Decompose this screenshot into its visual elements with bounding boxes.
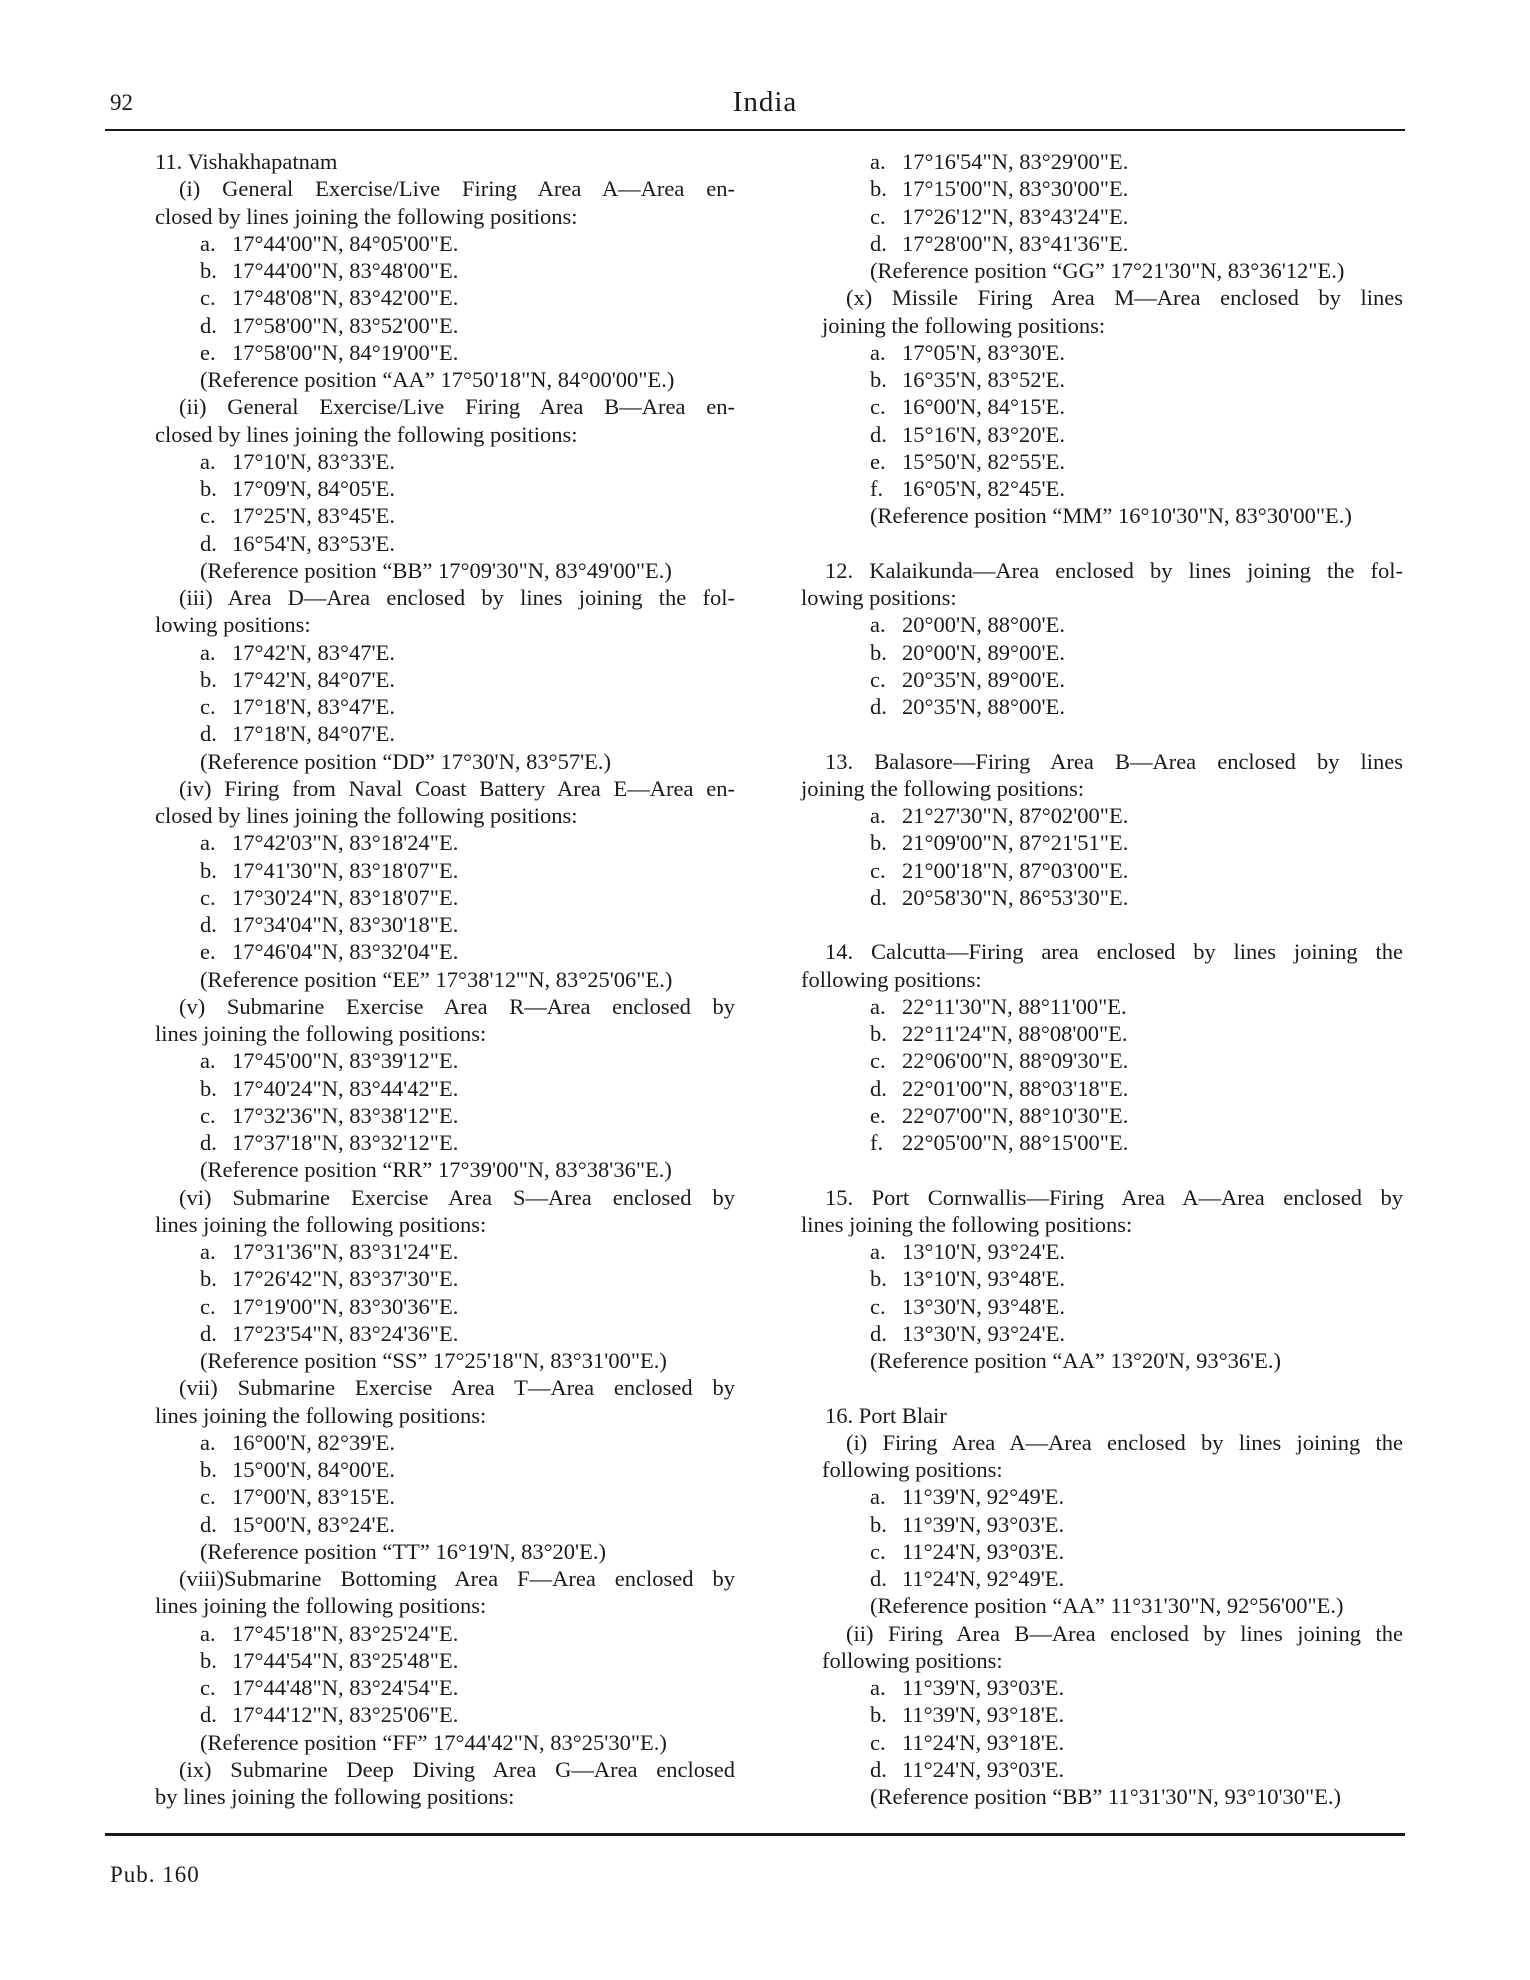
item-label: b. xyxy=(870,639,887,665)
coordinates: 15°00'N, 83°24'E. xyxy=(232,1511,395,1537)
section-heading: 11. Vishakhapatnam xyxy=(155,149,338,174)
item-label: d. xyxy=(870,421,887,447)
position-item xyxy=(155,339,735,366)
item-label: a. xyxy=(200,448,216,474)
coordinates: 21°27'30"N, 87°02'00"E. xyxy=(902,803,1129,828)
coordinates: 22°05'00"N, 88°15'00"E. xyxy=(902,1130,1129,1155)
position-item xyxy=(155,312,735,339)
item-label: a. xyxy=(870,1484,886,1510)
position-item xyxy=(801,693,1403,720)
paragraph-line: lines joining the following positions: xyxy=(155,1211,487,1237)
header-rule xyxy=(105,129,1405,131)
position-item xyxy=(801,1483,1403,1510)
paragraph-line: lines joining the following positions: xyxy=(155,1021,487,1046)
position-item xyxy=(801,175,1403,202)
spacer xyxy=(801,530,1403,557)
item-label: e. xyxy=(870,1102,886,1128)
coordinates: 17°44'00"N, 83°48'00"E. xyxy=(232,258,459,283)
spacer xyxy=(801,1156,1403,1183)
coordinates: 17°40'24"N, 83°44'42"E. xyxy=(232,1075,459,1101)
position-item xyxy=(801,393,1403,420)
item-label: a. xyxy=(200,639,216,665)
item-label: d. xyxy=(200,912,217,937)
paragraph-line: lowing positions: xyxy=(155,612,311,638)
paragraph-line: lines joining the following positions: xyxy=(155,1402,487,1428)
coordinates: 17°09'N, 84°05'E. xyxy=(232,476,395,501)
item-label: a. xyxy=(200,1048,216,1074)
coordinates: 17°37'18"N, 83°32'12"E. xyxy=(232,1130,459,1155)
item-label: d. xyxy=(200,721,217,747)
coordinates: 17°42'03"N, 83°18'24"E. xyxy=(232,830,459,856)
reference-position: (Reference position “AA” 11°31'30"N, 92°56'00"E.) xyxy=(870,1593,1344,1619)
coordinates: 21°00'18"N, 87°03'00"E. xyxy=(902,857,1129,883)
item-label: a. xyxy=(870,339,886,365)
item-label: b. xyxy=(870,1511,887,1537)
coordinates: 20°00'N, 88°00'E. xyxy=(902,612,1065,638)
item-label: c. xyxy=(200,694,216,719)
position-item xyxy=(155,502,735,529)
item-label: a. xyxy=(870,1239,886,1264)
section-heading: 16. Port Blair xyxy=(825,1402,947,1428)
item-label: e. xyxy=(200,339,216,365)
coordinates: 17°18'N, 84°07'E. xyxy=(232,721,395,747)
position-item xyxy=(801,829,1403,856)
subsection-heading: (iv) Firing from Naval Coast Battery Area E—Area en- xyxy=(179,775,735,801)
paragraph-line: following positions: xyxy=(822,1457,1003,1482)
item-label: c. xyxy=(200,285,216,311)
subsection-heading: (ix) Submarine Deep Diving Area G—Area enclosed xyxy=(179,1756,735,1782)
position-item xyxy=(155,257,735,284)
position-item xyxy=(155,1620,735,1647)
subsection-heading: (x) Missile Firing Area M—Area enclosed by lines xyxy=(846,285,1403,311)
item-label: c. xyxy=(200,1102,216,1128)
position-item xyxy=(155,829,735,856)
subsection-heading: (viii)Submarine Bottoming Area F—Area enclosed by xyxy=(179,1566,735,1591)
coordinates: 11°24'N, 93°03'E. xyxy=(902,1756,1065,1782)
coordinates: 22°11'30"N, 88°11'00"E. xyxy=(902,993,1127,1019)
coordinates: 15°00'N, 84°00'E. xyxy=(232,1457,395,1482)
item-label: a. xyxy=(200,230,216,256)
item-label: c. xyxy=(870,666,886,692)
reference-position: (Reference position “DD” 17°30'N, 83°57'E.) xyxy=(200,748,611,774)
left-column xyxy=(155,148,735,1810)
coordinates: 17°25'N, 83°45'E. xyxy=(232,503,395,529)
position-item xyxy=(155,1674,735,1701)
item-label: b. xyxy=(200,666,217,692)
reference-position: (Reference position “AA” 17°50'18"N, 84°00'00"E.) xyxy=(200,367,675,392)
position-item xyxy=(801,421,1403,448)
position-item xyxy=(801,1238,1403,1265)
coordinates: 17°30'24"N, 83°18'07"E. xyxy=(232,884,459,910)
position-item xyxy=(801,203,1403,230)
item-label: b. xyxy=(200,1266,217,1292)
paragraph-line: closed by lines joining the following positions: xyxy=(155,421,578,447)
item-label: f. xyxy=(870,476,884,501)
item-label: b. xyxy=(200,857,217,883)
coordinates: 11°39'N, 93°03'E. xyxy=(902,1511,1065,1537)
position-item xyxy=(801,1020,1403,1047)
item-label: d. xyxy=(870,1320,887,1346)
section-heading: 12. Kalaikunda—Area enclosed by lines joining the fol- xyxy=(825,557,1403,583)
item-label: b. xyxy=(870,1702,887,1728)
coordinates: 17°44'54"N, 83°25'48"E. xyxy=(232,1647,459,1673)
coordinates: 15°16'N, 83°20'E. xyxy=(902,421,1065,447)
spacer xyxy=(801,1374,1403,1401)
paragraph-line: joining the following positions: xyxy=(822,312,1106,338)
position-item xyxy=(801,148,1403,175)
coordinates: 20°35'N, 89°00'E. xyxy=(902,666,1065,692)
coordinates: 17°31'36"N, 83°31'24"E. xyxy=(232,1239,459,1264)
coordinates: 17°28'00"N, 83°41'36"E. xyxy=(902,230,1129,256)
coordinates: 11°24'N, 92°49'E. xyxy=(902,1566,1065,1591)
coordinates: 16°54'N, 83°53'E. xyxy=(232,530,395,556)
position-item xyxy=(801,802,1403,829)
position-item xyxy=(801,666,1403,693)
reference-position: (Reference position “RR” 17°39'00"N, 83°38'36"E.) xyxy=(200,1157,672,1183)
position-item xyxy=(801,230,1403,257)
position-item xyxy=(801,1265,1403,1292)
position-item xyxy=(155,1075,735,1102)
coordinates: 17°16'54"N, 83°29'00"E. xyxy=(902,149,1129,174)
coordinates: 17°44'00"N, 84°05'00"E. xyxy=(232,230,459,256)
position-item xyxy=(155,1129,735,1156)
item-label: a. xyxy=(200,830,216,856)
position-item xyxy=(155,1701,735,1728)
item-label: d. xyxy=(200,312,217,338)
subsection-heading: (i) Firing Area A—Area enclosed by lines joining the xyxy=(846,1429,1403,1455)
coordinates: 20°58'30"N, 86°53'30"E. xyxy=(902,884,1129,910)
coordinates: 20°35'N, 88°00'E. xyxy=(902,694,1065,719)
coordinates: 21°09'00"N, 87°21'51"E. xyxy=(902,830,1129,856)
footer-rule xyxy=(105,1833,1405,1836)
item-label: c. xyxy=(870,203,886,229)
coordinates: 11°39'N, 93°03'E. xyxy=(902,1675,1065,1700)
coordinates: 17°19'00"N, 83°30'36"E. xyxy=(232,1293,459,1319)
position-item xyxy=(155,884,735,911)
item-label: c. xyxy=(870,1048,886,1074)
reference-position: (Reference position “MM” 16°10'30"N, 83°30'00"E.) xyxy=(870,503,1352,529)
position-item xyxy=(155,448,735,475)
coordinates: 11°39'N, 93°18'E. xyxy=(902,1702,1065,1728)
item-label: c. xyxy=(200,503,216,529)
item-label: d. xyxy=(200,1702,217,1728)
position-item xyxy=(801,1320,1403,1347)
position-item xyxy=(155,1320,735,1347)
coordinates: 17°15'00"N, 83°30'00"E. xyxy=(902,176,1129,202)
coordinates: 17°05'N, 83°30'E. xyxy=(902,339,1065,365)
publication-label: Pub. 160 xyxy=(110,1862,200,1887)
item-label: d. xyxy=(870,884,887,910)
coordinates: 17°44'12"N, 83°25'06"E. xyxy=(232,1702,459,1728)
coordinates: 17°41'30"N, 83°18'07"E. xyxy=(232,857,459,883)
position-item xyxy=(801,1565,1403,1592)
item-label: b. xyxy=(200,1647,217,1673)
position-item xyxy=(801,1102,1403,1129)
spacer xyxy=(801,720,1403,747)
item-label: c. xyxy=(200,884,216,910)
item-label: b. xyxy=(200,476,217,501)
coordinates: 22°11'24"N, 88°08'00"E. xyxy=(902,1021,1128,1046)
paragraph-line: closed by lines joining the following positions: xyxy=(155,803,578,828)
position-item xyxy=(155,1047,735,1074)
subsection-heading: (i) General Exercise/Live Firing Area A—Area en- xyxy=(179,176,735,202)
coordinates: 16°00'N, 82°39'E. xyxy=(232,1429,395,1455)
item-label: d. xyxy=(870,230,887,256)
position-item xyxy=(155,639,735,666)
spacer xyxy=(801,911,1403,938)
item-label: b. xyxy=(200,258,217,283)
coordinates: 17°58'00"N, 83°52'00"E. xyxy=(232,312,459,338)
coordinates: 17°32'36"N, 83°38'12"E. xyxy=(232,1102,459,1128)
coordinates: 17°26'12"N, 83°43'24"E. xyxy=(902,203,1129,229)
coordinates: 22°07'00"N, 88°10'30"E. xyxy=(902,1102,1129,1128)
reference-position: (Reference position “TT” 16°19'N, 83°20'E.) xyxy=(200,1538,606,1564)
position-item xyxy=(155,530,735,557)
coordinates: 13°30'N, 93°48'E. xyxy=(902,1293,1065,1319)
position-item xyxy=(155,666,735,693)
item-label: d. xyxy=(200,530,217,556)
item-label: c. xyxy=(200,1484,216,1510)
item-label: a. xyxy=(870,612,886,638)
position-item xyxy=(155,1483,735,1510)
item-label: c. xyxy=(870,394,886,420)
position-item xyxy=(155,475,735,502)
item-label: b. xyxy=(870,830,887,856)
reference-position: (Reference position “BB” 17°09'30"N, 83°49'00"E.) xyxy=(200,557,672,583)
coordinates: 16°05'N, 82°45'E. xyxy=(902,476,1065,501)
subsection-heading: (vi) Submarine Exercise Area S—Area enclosed by xyxy=(179,1184,735,1210)
paragraph-line: following positions: xyxy=(801,966,982,992)
coordinates: 20°00'N, 89°00'E. xyxy=(902,639,1065,665)
coordinates: 17°10'N, 83°33'E. xyxy=(232,448,395,474)
paragraph-line: closed by lines joining the following positions: xyxy=(155,203,578,229)
position-item xyxy=(801,339,1403,366)
item-label: d. xyxy=(200,1130,217,1155)
coordinates: 17°58'00"N, 84°19'00"E. xyxy=(232,339,459,365)
item-label: d. xyxy=(200,1511,217,1537)
position-item xyxy=(801,639,1403,666)
paragraph-line: joining the following positions: xyxy=(801,775,1085,801)
coordinates: 22°06'00"N, 88°09'30"E. xyxy=(902,1048,1129,1074)
reference-position: (Reference position “BB” 11°31'30"N, 93°10'30"E.) xyxy=(870,1784,1342,1809)
coordinates: 11°39'N, 92°49'E. xyxy=(902,1484,1065,1510)
item-label: b. xyxy=(200,1457,217,1482)
item-label: b. xyxy=(200,1075,217,1101)
coordinates: 17°23'54"N, 83°24'36"E. xyxy=(232,1320,459,1346)
item-label: d. xyxy=(870,1075,887,1101)
item-label: c. xyxy=(870,857,886,883)
reference-position: (Reference position “GG” 17°21'30"N, 83°36'12"E.) xyxy=(870,258,1345,283)
paragraph-line: lowing positions: xyxy=(801,585,957,610)
position-item xyxy=(155,1102,735,1129)
item-label: e. xyxy=(870,448,886,474)
item-label: b. xyxy=(870,1266,887,1292)
subsection-heading: (vii) Submarine Exercise Area T—Area enclosed by xyxy=(179,1375,735,1401)
coordinates: 13°10'N, 93°48'E. xyxy=(902,1266,1065,1292)
section-heading: 15. Port Cornwallis—Firing Area A—Area enclosed by xyxy=(825,1184,1403,1210)
coordinates: 17°46'04"N, 83°32'04"E. xyxy=(232,939,459,965)
item-label: a. xyxy=(200,1429,216,1455)
position-item xyxy=(155,1456,735,1483)
coordinates: 17°45'00"N, 83°39'12"E. xyxy=(232,1048,459,1074)
position-item xyxy=(155,284,735,311)
position-item xyxy=(801,993,1403,1020)
item-label: a. xyxy=(870,993,886,1019)
reference-position: (Reference position “SS” 17°25'18"N, 83°31'00"E.) xyxy=(200,1348,667,1373)
position-item xyxy=(155,1265,735,1292)
item-label: a. xyxy=(870,1675,886,1700)
position-item xyxy=(801,1075,1403,1102)
coordinates: 17°42'N, 84°07'E. xyxy=(232,666,395,692)
reference-position: (Reference position “AA” 13°20'N, 93°36'E.) xyxy=(870,1348,1281,1373)
item-label: a. xyxy=(200,1620,216,1646)
item-label: d. xyxy=(200,1320,217,1346)
position-item xyxy=(801,475,1403,502)
item-label: a. xyxy=(870,803,886,828)
paragraph-line: lines joining the following positions: xyxy=(801,1211,1133,1237)
item-label: b. xyxy=(870,176,887,202)
section-heading: 13. Balasore—Firing Area B—Area enclosed by lines xyxy=(825,748,1403,774)
position-item xyxy=(801,366,1403,393)
position-item xyxy=(801,448,1403,475)
position-item xyxy=(801,1729,1403,1756)
position-item xyxy=(155,1293,735,1320)
item-label: a. xyxy=(200,1239,216,1264)
item-label: e. xyxy=(200,939,216,965)
position-item xyxy=(155,938,735,965)
position-item xyxy=(155,230,735,257)
page-title: India xyxy=(732,86,798,118)
item-label: a. xyxy=(870,149,886,174)
position-item xyxy=(801,1047,1403,1074)
subsection-heading: (ii) Firing Area B—Area enclosed by lines joining the xyxy=(846,1620,1403,1646)
subsection-heading: (ii) General Exercise/Live Firing Area B—Area en- xyxy=(179,394,735,420)
position-item xyxy=(155,911,735,938)
position-item xyxy=(801,1701,1403,1728)
item-label: c. xyxy=(870,1293,886,1319)
reference-position: (Reference position “EE” 17°38'12'''N, 83°25'06"E.) xyxy=(200,966,673,992)
item-label: b. xyxy=(870,1021,887,1046)
position-item xyxy=(155,857,735,884)
position-item xyxy=(155,720,735,747)
position-item xyxy=(801,857,1403,884)
position-item xyxy=(801,1756,1403,1783)
right-column xyxy=(801,148,1403,1810)
position-item xyxy=(801,1129,1403,1156)
section-heading: 14. Calcutta—Firing area enclosed by lines joining the xyxy=(825,939,1403,965)
position-item xyxy=(801,1511,1403,1538)
subsection-heading: (iii) Area D—Area enclosed by lines joining the fol- xyxy=(179,585,735,610)
position-item xyxy=(801,1293,1403,1320)
subsection-heading: (v) Submarine Exercise Area R—Area enclosed by xyxy=(179,993,735,1019)
coordinates: 17°26'42"N, 83°37'30"E. xyxy=(232,1266,459,1292)
coordinates: 13°10'N, 93°24'E. xyxy=(902,1239,1065,1264)
paragraph-line: by lines joining the following positions: xyxy=(155,1784,515,1809)
coordinates: 17°45'18"N, 83°25'24"E. xyxy=(232,1620,459,1646)
item-label: d. xyxy=(870,694,887,719)
coordinates: 11°24'N, 93°03'E. xyxy=(902,1538,1065,1564)
position-item xyxy=(155,1429,735,1456)
coordinates: 17°44'48"N, 83°24'54"E. xyxy=(232,1675,459,1700)
position-item xyxy=(801,1538,1403,1565)
item-label: b. xyxy=(870,367,887,392)
position-item xyxy=(801,1674,1403,1701)
coordinates: 17°18'N, 83°47'E. xyxy=(232,694,395,719)
paragraph-line: lines joining the following positions: xyxy=(155,1593,487,1619)
coordinates: 17°42'N, 83°47'E. xyxy=(232,639,395,665)
coordinates: 17°34'04"N, 83°30'18"E. xyxy=(232,912,459,937)
position-item xyxy=(155,1647,735,1674)
position-item xyxy=(801,611,1403,638)
page-number: 92 xyxy=(110,90,133,115)
paragraph-line: following positions: xyxy=(822,1647,1003,1673)
reference-position: (Reference position “FF” 17°44'42"N, 83°25'30"E.) xyxy=(200,1729,667,1755)
position-item xyxy=(155,1238,735,1265)
item-label: c. xyxy=(870,1729,886,1755)
coordinates: 22°01'00"N, 88°03'18"E. xyxy=(902,1075,1129,1101)
coordinates: 11°24'N, 93°18'E. xyxy=(902,1729,1065,1755)
position-item xyxy=(801,884,1403,911)
item-label: c. xyxy=(200,1675,216,1700)
item-label: f. xyxy=(870,1130,884,1155)
coordinates: 13°30'N, 93°24'E. xyxy=(902,1320,1065,1346)
coordinates: 15°50'N, 82°55'E. xyxy=(902,448,1065,474)
coordinates: 17°00'N, 83°15'E. xyxy=(232,1484,395,1510)
coordinates: 16°35'N, 83°52'E. xyxy=(902,367,1065,392)
coordinates: 17°48'08"N, 83°42'00"E. xyxy=(232,285,459,311)
item-label: d. xyxy=(870,1756,887,1782)
item-label: c. xyxy=(200,1293,216,1319)
coordinates: 16°00'N, 84°15'E. xyxy=(902,394,1065,420)
position-item xyxy=(155,693,735,720)
item-label: c. xyxy=(870,1538,886,1564)
item-label: d. xyxy=(870,1566,887,1591)
position-item xyxy=(155,1511,735,1538)
